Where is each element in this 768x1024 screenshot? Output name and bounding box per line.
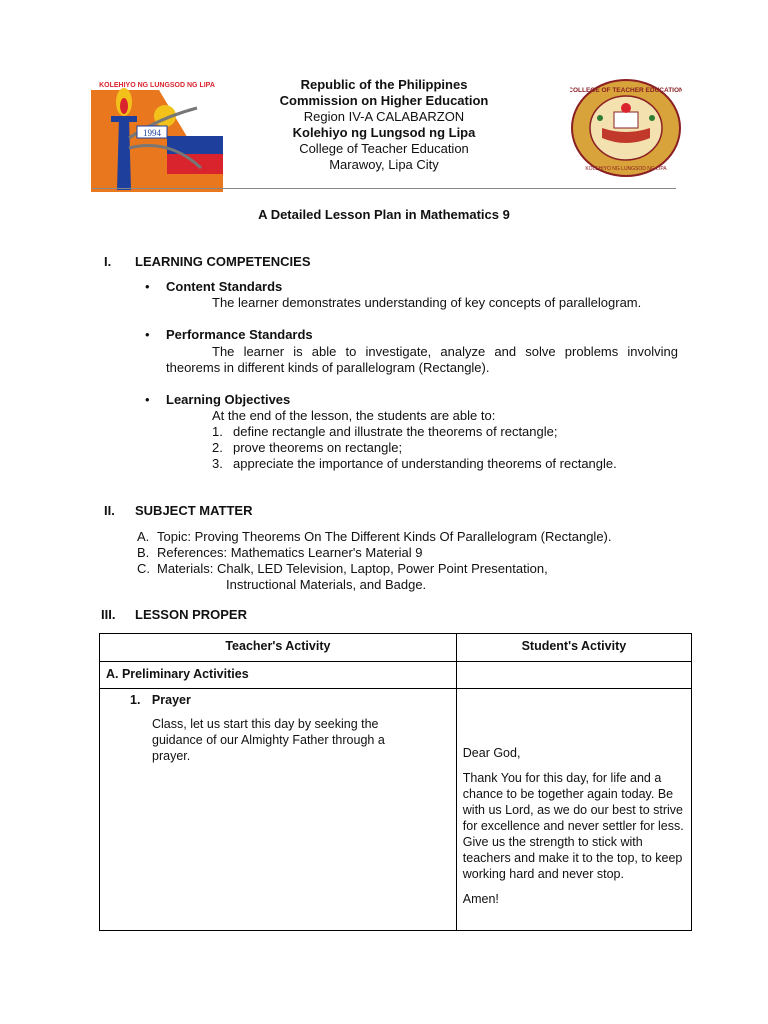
bullet: • — [145, 327, 150, 342]
table-row — [100, 662, 692, 689]
header-line-3: Region IV-A CALABARZON — [303, 109, 465, 124]
bullet: • — [145, 392, 150, 407]
logo-text: KOLEHIYO NG LUNGSOD NG LIPA — [99, 82, 215, 89]
subject-item-text: Topic: Proving Theorems On The Different Kinds Of Parallelogram (Rectangle). — [157, 529, 612, 544]
header-line-6: Marawoy, Lipa City — [329, 157, 439, 172]
subject-item-letter: C. — [137, 561, 150, 576]
teacher-prayer-text: Class, let us start this day by seeking the guidance of our Almighty Father through a prayer. — [152, 717, 385, 763]
header-line-2: Commission on Higher Education — [279, 93, 489, 108]
prayer-label: Prayer — [151, 693, 191, 707]
section-1-number: I. — [104, 254, 112, 269]
performance-standards-text-1: The learner is able to investigate, analyze and solve problems involving — [212, 344, 678, 359]
document-title: A Detailed Lesson Plan in Mathematics 9 — [258, 207, 510, 222]
preliminary-activities-label: A. Preliminary Activities — [106, 667, 249, 681]
section-1-title: LEARNING COMPETENCIES — [135, 254, 311, 269]
table-cell — [100, 689, 457, 931]
header-line-5: College of Teacher Education — [299, 141, 469, 156]
objective-text: appreciate the importance of understanding theorems of rectangle. — [233, 456, 617, 471]
table-row — [100, 689, 692, 931]
student-prayer-text: Thank You for this day, for life and a chance to be together again today. Be with us Lord, as we do our best to strive for excellence and never settler for less. Give us the strength to stick with teachers and make it to the top, to keep working hard and never stop. — [462, 771, 684, 881]
objective-number: 1. — [212, 424, 223, 439]
subject-item-text: References: Mathematics Learner's Material 9 — [157, 545, 423, 560]
bullet: • — [145, 279, 150, 294]
table-cell — [456, 662, 691, 689]
section-2-number: II. — [104, 503, 115, 518]
seal-text: COLLEGE OF TEACHER EDUCATION — [570, 87, 682, 94]
student-greeting: Dear God, — [462, 746, 521, 760]
student-amen: Amen! — [462, 892, 499, 906]
subject-item-letter: B. — [137, 545, 150, 560]
section-3-title: LESSON PROPER — [135, 607, 247, 622]
student-activity-header: Student's Activity — [521, 639, 627, 653]
table-cell — [100, 662, 457, 689]
lesson-table — [99, 633, 692, 931]
performance-standards-label: Performance Standards — [166, 327, 313, 342]
objective-text: prove theorems on rectangle; — [233, 440, 403, 455]
table-header-row — [100, 634, 692, 662]
teacher-activity-header: Teacher's Activity — [225, 639, 331, 653]
header-divider — [92, 188, 676, 189]
objective-text: define rectangle and illustrate the theorems of rectangle; — [233, 424, 558, 439]
section-3-number: III. — [101, 607, 116, 622]
subject-item-continuation: Instructional Materials, and Badge. — [226, 577, 427, 592]
objective-number: 2. — [212, 440, 223, 455]
subject-item-text: Materials: Chalk, LED Television, Laptop, Power Point Presentation, — [157, 561, 548, 576]
content-standards-label: Content Standards — [166, 279, 283, 294]
table-cell — [456, 689, 691, 931]
performance-standards-text-2: theorems in different kinds of parallelogram (Rectangle). — [166, 360, 490, 375]
objectives-intro: At the end of the lesson, the students are able to: — [212, 408, 496, 423]
seal-bottom-text: KOLEHIYO NG LUNGSOD NG LIPA — [585, 166, 667, 172]
header-line-4: Kolehiyo ng Lungsod ng Lipa — [292, 125, 476, 140]
objective-number: 3. — [212, 456, 223, 471]
prayer-number: 1. — [130, 693, 141, 707]
table-header-cell — [456, 634, 691, 662]
table-header-cell — [100, 634, 457, 662]
section-2-title: SUBJECT MATTER — [135, 503, 253, 518]
logo-year: 1994 — [143, 128, 161, 138]
content-standards-text: The learner demonstrates understanding of key concepts of parallelogram. — [212, 295, 642, 310]
learning-objectives-label: Learning Objectives — [166, 392, 291, 407]
subject-item-letter: A. — [137, 529, 150, 544]
header-line-1: Republic of the Philippines — [300, 77, 468, 92]
